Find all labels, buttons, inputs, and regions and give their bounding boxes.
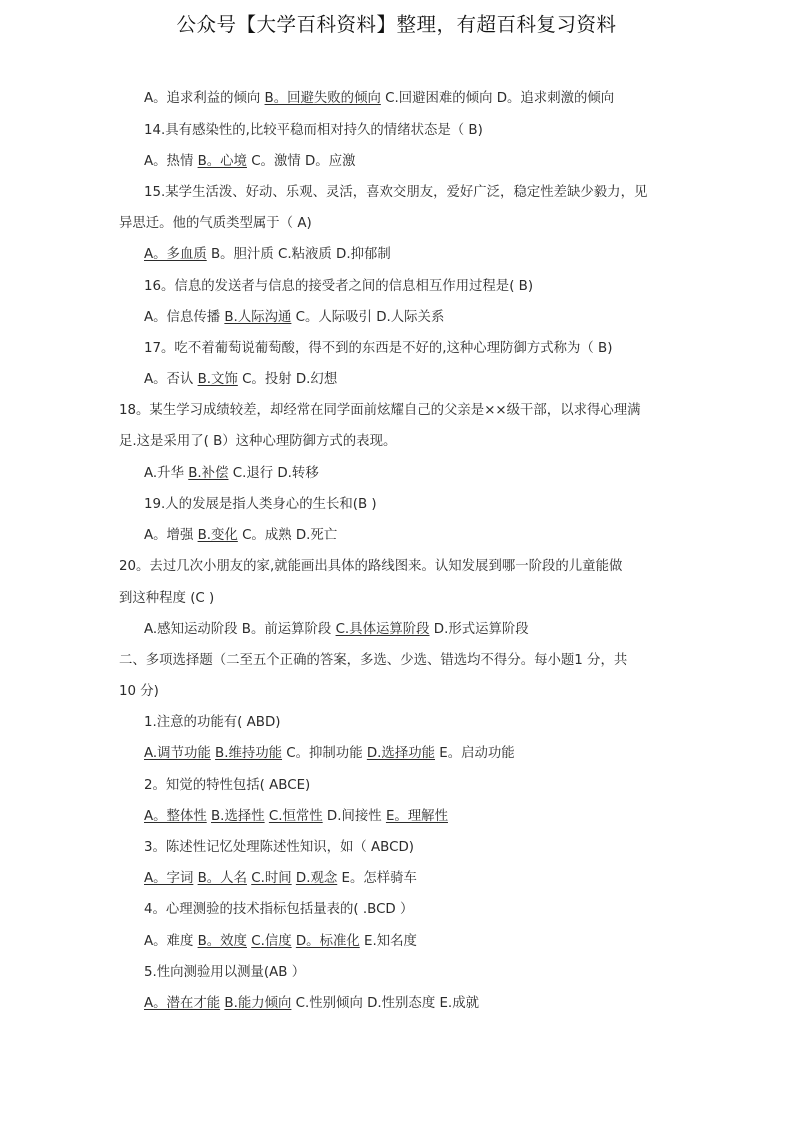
text-segment: 20。去过几次小朋友的家,就能画出具体的路线图来。认知发展到哪一阶段的儿童能做: [119, 559, 623, 574]
answer-underlined: B.变化: [197, 528, 238, 543]
text-segment: A。信息传播: [144, 310, 225, 325]
answer-underlined: D.选择功能: [366, 746, 435, 761]
answer-underlined: B.补偿: [188, 466, 229, 481]
text-segment: A.升华: [144, 466, 189, 481]
text-line: [119, 683, 159, 701]
text-line: [144, 496, 377, 514]
text-line: [144, 122, 483, 140]
answer-underlined: A。潜在才能: [144, 996, 221, 1011]
text-line: [144, 808, 448, 826]
answer-underlined: D。标准化: [295, 934, 360, 949]
text-segment: 14.具有感染性的,比较平稳而相对持久的情绪状态是（ B): [144, 123, 483, 138]
text-segment: C。抑制功能: [282, 746, 367, 761]
text-line: [144, 465, 319, 483]
answer-underlined: B.能力倾向: [224, 996, 292, 1011]
text-line: [119, 433, 396, 451]
answer-underlined: B。效度: [197, 934, 247, 949]
text-line: [119, 558, 622, 576]
answer-underlined: B。人名: [197, 871, 247, 886]
text-segment: 到这种程度 (C ): [119, 591, 215, 606]
answer-underlined: C.恒常性: [268, 809, 323, 824]
text-line: [144, 278, 533, 296]
text-segment: 3。陈述性记忆处理陈述性知识，如（ ABCD): [144, 840, 415, 855]
text-line: [144, 839, 414, 857]
text-segment: C。投射 D.幻想: [237, 372, 338, 387]
text-segment: C。人际吸引 D.人际关系: [291, 310, 445, 325]
text-segment: C.回避困难的倾向 D。追求刺激的倾向: [380, 91, 615, 106]
text-segment: 异思迁。他的气质类型属于（ A): [119, 216, 312, 231]
answer-underlined: A。多血质: [144, 247, 207, 262]
text-line: [144, 870, 417, 888]
text-line: [144, 371, 337, 389]
text-line: [144, 90, 614, 108]
answer-underlined: B.文饰: [197, 372, 238, 387]
text-line: [144, 745, 515, 763]
text-segment: E.知名度: [359, 934, 417, 949]
text-segment: 15.某学生活泼、好动、乐观、灵活，喜欢交朋友，爱好广泛，稳定性差缺少毅力，见: [144, 185, 648, 200]
answer-underlined: B。回避失败的倾向: [264, 91, 381, 106]
text-segment: 2。知觉的特性包括( ABCE): [144, 778, 311, 793]
text-segment: A。热情: [144, 154, 198, 169]
text-segment: E。启动功能: [435, 746, 515, 761]
text-line: [119, 590, 214, 608]
answer-underlined: A。字词: [144, 871, 194, 886]
answer-underlined: B.维持功能: [215, 746, 283, 761]
text-segment: B。胆汁质 C.粘液质 D.抑郁制: [206, 247, 391, 262]
text-line: [144, 995, 479, 1013]
text-line: [144, 309, 444, 327]
answer-underlined: C.时间: [251, 871, 292, 886]
text-segment: 16。信息的发送者与信息的接受者之间的信息相互作用过程是( B): [144, 279, 534, 294]
text-segment: 1.注意的功能有( ABD): [144, 715, 281, 730]
text-line: [119, 215, 312, 233]
text-line: [144, 621, 529, 639]
text-segment: 17。吃不着葡萄说葡萄酸，得不到的东西是不好的,这种心理防御方式称为（ B): [144, 341, 613, 356]
text-line: [144, 777, 310, 795]
answer-underlined: B。心境: [197, 154, 247, 169]
answer-underlined: D.观念: [295, 871, 338, 886]
text-segment: A。否认: [144, 372, 198, 387]
text-line: [119, 402, 641, 420]
answer-underlined: A.调节功能: [144, 746, 211, 761]
text-segment: A.感知运动阶段 B。前运算阶段: [144, 622, 336, 637]
text-line: [144, 714, 280, 732]
text-segment: D.形式运算阶段: [429, 622, 529, 637]
text-segment: A。难度: [144, 934, 198, 949]
text-line: [144, 527, 337, 545]
page-header-title: 公众号【大学百科资料】整理，有超百科复习资料: [176, 13, 617, 36]
text-segment: C。激情 D。应激: [246, 154, 356, 169]
text-line: [119, 652, 627, 670]
text-segment: 4。心理测验的技术指标包括量表的( .BCD ）: [144, 902, 414, 917]
text-line: [144, 933, 417, 951]
answer-underlined: E。理解性: [385, 809, 448, 824]
text-segment: 二、多项选择题（二至五个正确的答案，多选、少选、错选均不得分。每小题1 分，共: [119, 653, 628, 668]
text-segment: C.退行 D.转移: [228, 466, 319, 481]
text-line: [144, 964, 305, 982]
answer-underlined: B.选择性: [211, 809, 265, 824]
text-segment: 5.性向测验用以测量(AB ）: [144, 965, 306, 980]
text-line: [144, 340, 612, 358]
text-segment: 10 分): [119, 684, 159, 699]
text-line: [144, 901, 413, 919]
text-segment: A。增强: [144, 528, 198, 543]
answer-underlined: C.信度: [251, 934, 292, 949]
text-line: [144, 153, 355, 171]
text-segment: 18。某生学习成绩较差，却经常在同学面前炫耀自己的父亲是××级干部，以求得心理满: [119, 403, 641, 418]
text-segment: D.间接性: [322, 809, 386, 824]
text-segment: 19.人的发展是指人类身心的生长和(B ): [144, 497, 377, 512]
text-line: [144, 184, 647, 202]
text-line: [144, 246, 391, 264]
text-segment: C.性别倾向 D.性别态度 E.成就: [291, 996, 479, 1011]
answer-underlined: B.人际沟通: [224, 310, 292, 325]
text-segment: A。追求利益的倾向: [144, 91, 265, 106]
text-segment: E。怎样骑车: [337, 871, 417, 886]
text-segment: 足.这是采用了( B）这种心理防御方式的表现。: [119, 434, 397, 449]
answer-underlined: A。整体性: [144, 809, 207, 824]
answer-underlined: C.具体运算阶段: [335, 622, 430, 637]
text-segment: C。成熟 D.死亡: [237, 528, 338, 543]
